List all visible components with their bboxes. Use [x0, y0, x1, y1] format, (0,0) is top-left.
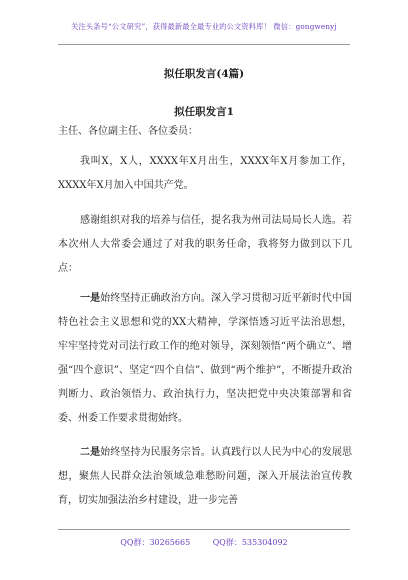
- point-two-paragraph: [58, 441, 352, 513]
- point-one-paragraph: [58, 287, 352, 431]
- header-divider: [58, 44, 350, 45]
- intro-paragraph: 我叫X，X人，XXXX年X月出生，XXXX年X月参加工作，XXXX年X月加入中国共产党。: [58, 156, 352, 191]
- document-title: 拟任职发言(4篇): [163, 68, 245, 80]
- section-title: 拟任职发言1: [174, 106, 234, 118]
- salutation-paragraph: 主任、各位副主任、各位委员：: [58, 126, 198, 137]
- point-one-body: 始终坚持正确政治方向。深入学习贯彻习近平新时代中国特色社会主义思想和党的XX大精神，学深悟透习近平法治思想，牢牢坚持党对司法行政工作的绝对领导，深刻领悟“两个确立”、增强“四个意识”、坚定“四个自信”、做到“两个维护”，不断提升政治判断力、政治领悟力、政治执行力，坚决把党中央决策部署和省委、州委工作要求贯彻始终。: [58, 293, 353, 424]
- point-one-lead: 一是: [80, 293, 101, 304]
- footer-qq-group-2: QQ群：535304092: [212, 538, 288, 547]
- point-two-body: 始终坚持为民服务宗旨。认真践行以人民为中心的发展思想，聚焦人民群众法治领域急难愁盼问题，深入开展法治宣传教育，切实加强法治乡村建设，进一步完善: [58, 447, 353, 506]
- thanks-paragraph: 感谢组织对我的培养与信任，提名我为州司法局局长人选。若本次州人大常委会通过了对我的职务任命，我将努力做到以下几点：: [58, 215, 352, 274]
- footer: [0, 537, 408, 548]
- footer-qq-group-1: QQ群：30265665: [120, 538, 191, 547]
- header-banner: 关注头条号“公文研究”，获得最新最全最专业的公文资料库！ 微信：gongwenyj: [71, 22, 337, 31]
- point-two-lead: 二是: [80, 447, 101, 458]
- footer-divider: [58, 529, 350, 530]
